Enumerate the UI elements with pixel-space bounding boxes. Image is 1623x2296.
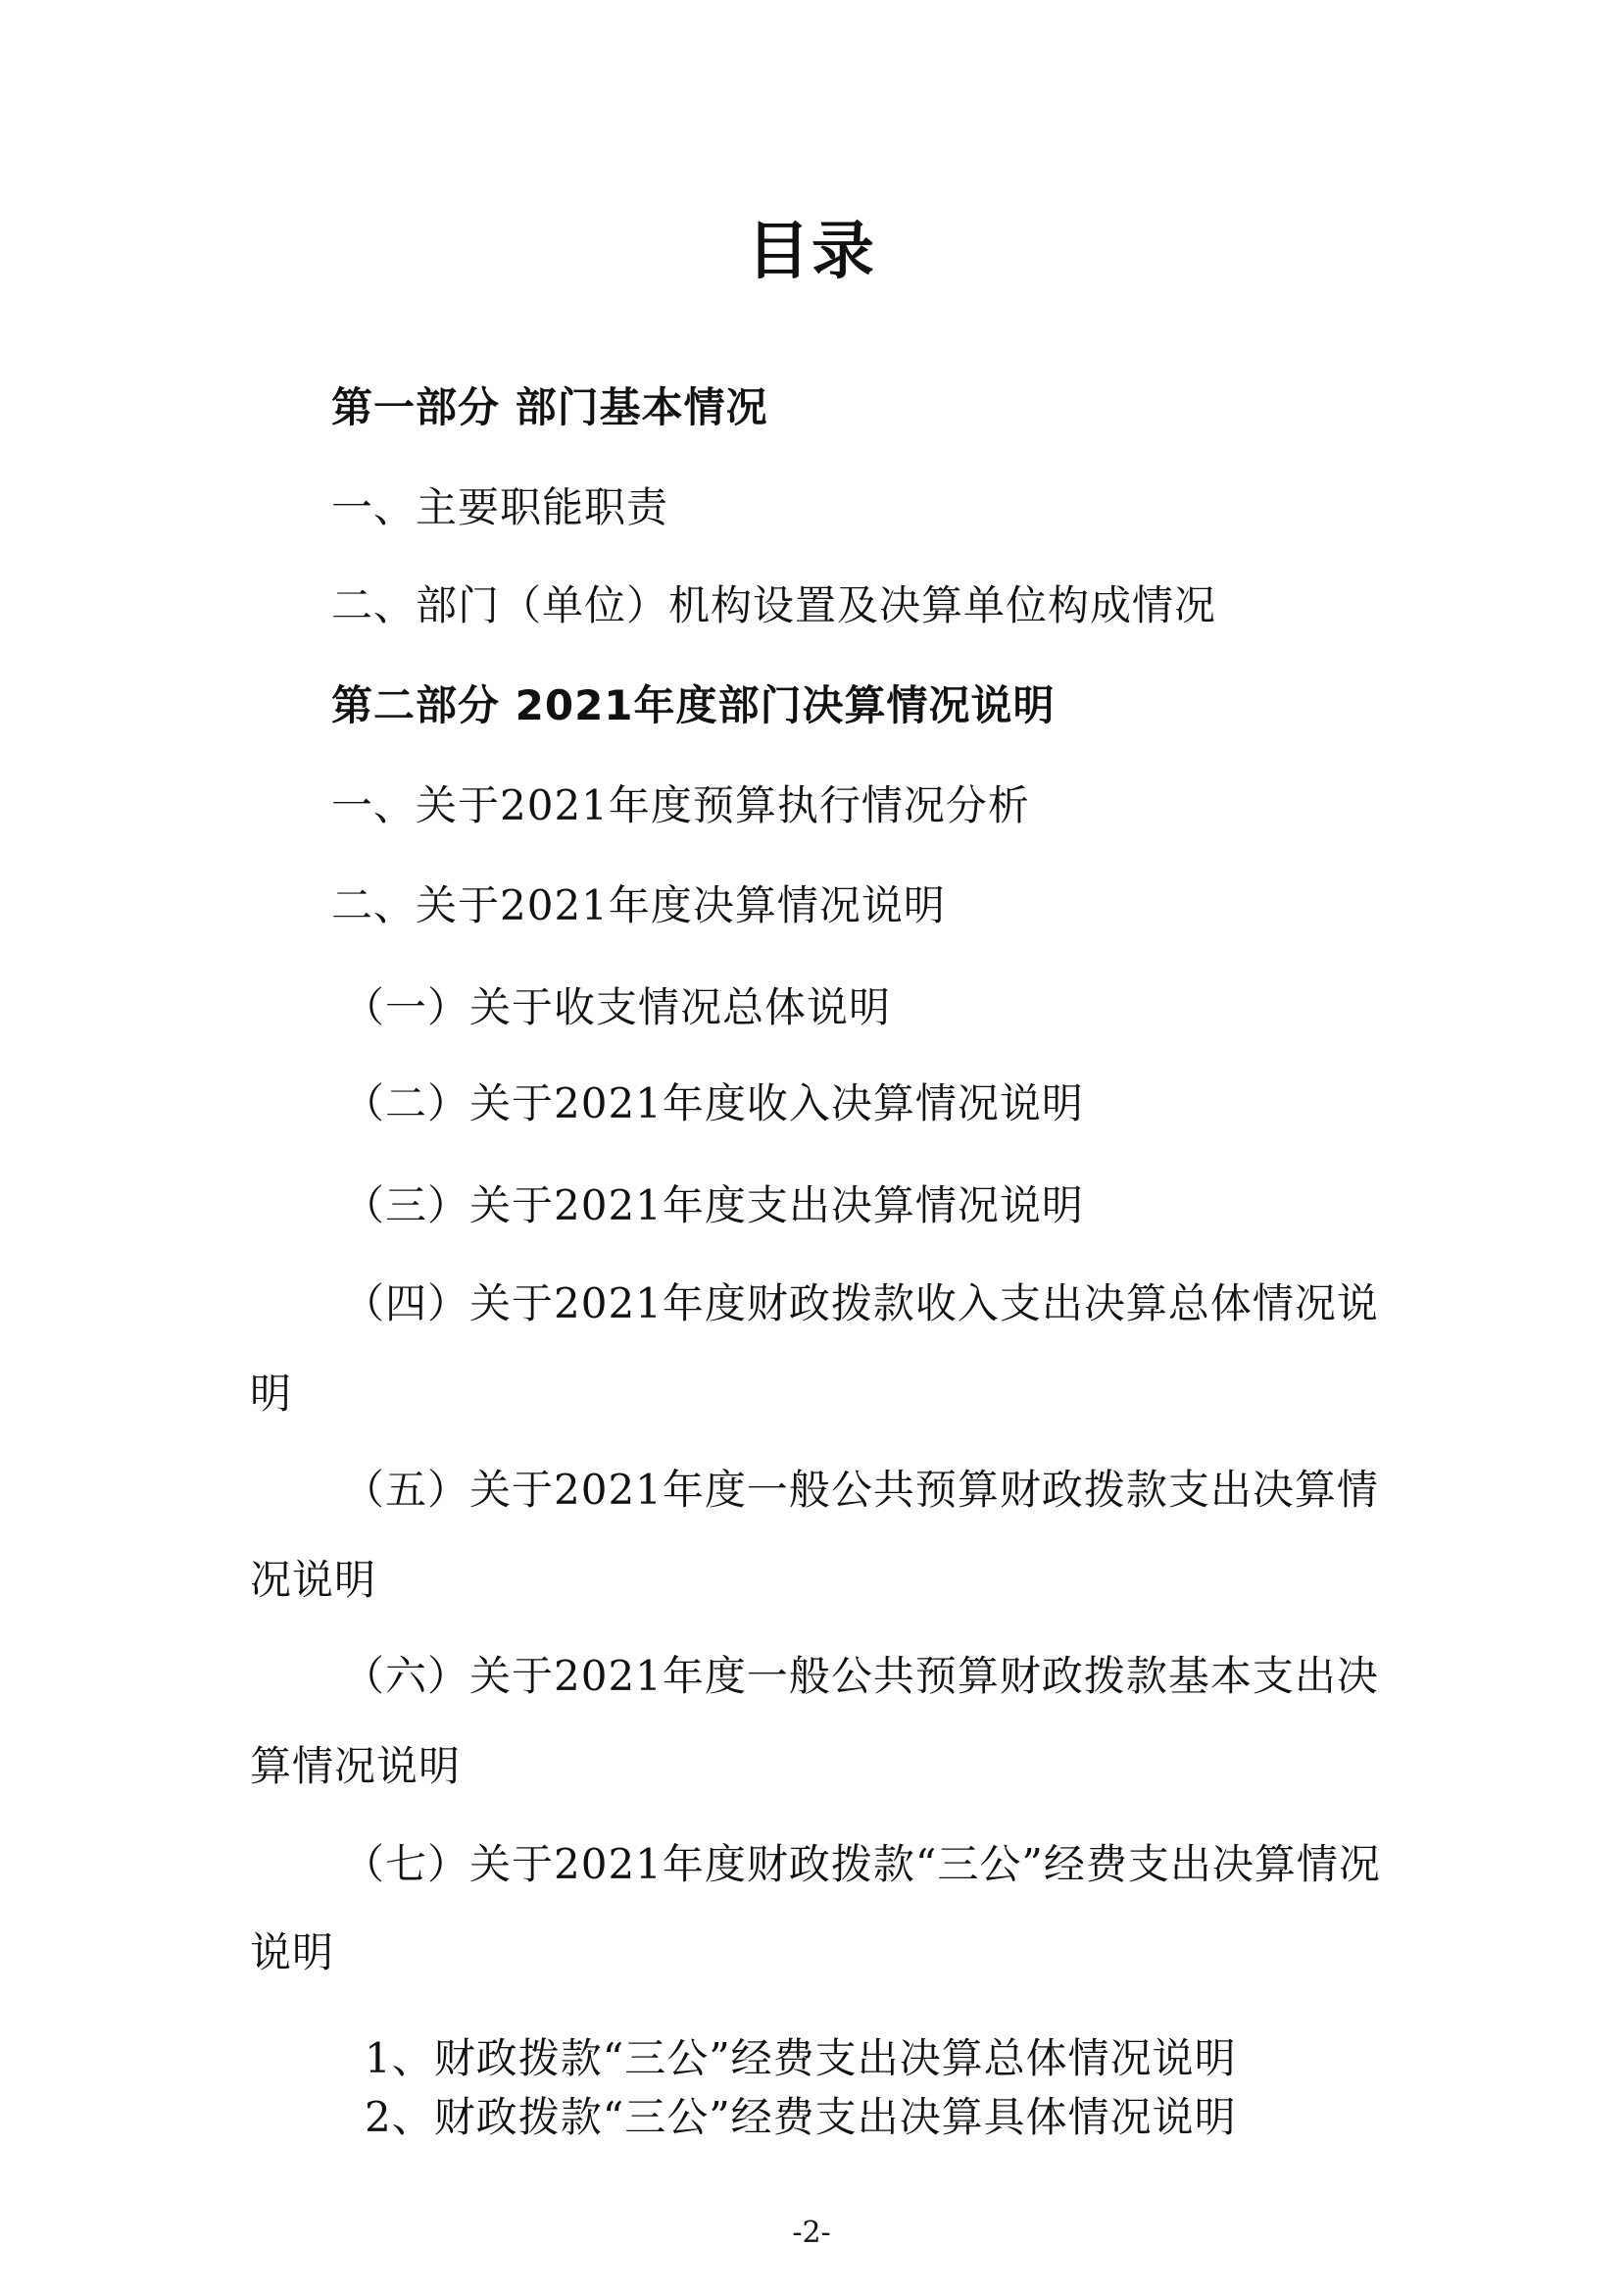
toc-subitem-continuation: 算情况说明 bbox=[250, 1742, 462, 1790]
toc-item: 一、关于2021年度预算执行情况分析 bbox=[331, 781, 1030, 829]
toc-subitem: （四）关于2021年度财政拨款收入支出决算总体情况说 bbox=[343, 1279, 1379, 1327]
toc-subitem: （五）关于2021年度一般公共预算财政拨款支出决算情 bbox=[343, 1466, 1379, 1514]
toc-item: 二、关于2021年度决算情况说明 bbox=[331, 881, 946, 929]
toc-subitem-continuation: 说明 bbox=[250, 1928, 335, 1976]
toc-subitem-continuation: 明 bbox=[250, 1370, 293, 1418]
toc-subitem: （六）关于2021年度一般公共预算财政拨款基本支出决 bbox=[343, 1652, 1379, 1700]
toc-subitem-continuation: 况说明 bbox=[250, 1556, 377, 1604]
toc-item: 一、主要职能职责 bbox=[331, 483, 669, 531]
page-title: 目录 bbox=[747, 216, 876, 288]
toc-subitem: （三）关于2021年度支出决算情况说明 bbox=[343, 1181, 1084, 1229]
toc-numbered-item: 1、财政拨款“三公”经费支出决算总体情况说明 bbox=[365, 2034, 1237, 2082]
toc-subitem: （七）关于2021年度财政拨款“三公”经费支出决算情况 bbox=[343, 1840, 1381, 1888]
toc-numbered-item: 2、财政拨款“三公”经费支出决算具体情况说明 bbox=[365, 2093, 1237, 2141]
toc-subitem: （一）关于收支情况总体说明 bbox=[343, 983, 892, 1031]
part2-heading: 第二部分 2021年度部门决算情况说明 bbox=[331, 681, 1056, 729]
toc-item: 二、部门（单位）机构设置及决算单位构成情况 bbox=[331, 581, 1217, 629]
toc-subitem: （二）关于2021年度收入决算情况说明 bbox=[343, 1079, 1084, 1127]
part1-heading: 第一部分 部门基本情况 bbox=[331, 383, 768, 431]
page-number: -2- bbox=[792, 2216, 831, 2250]
